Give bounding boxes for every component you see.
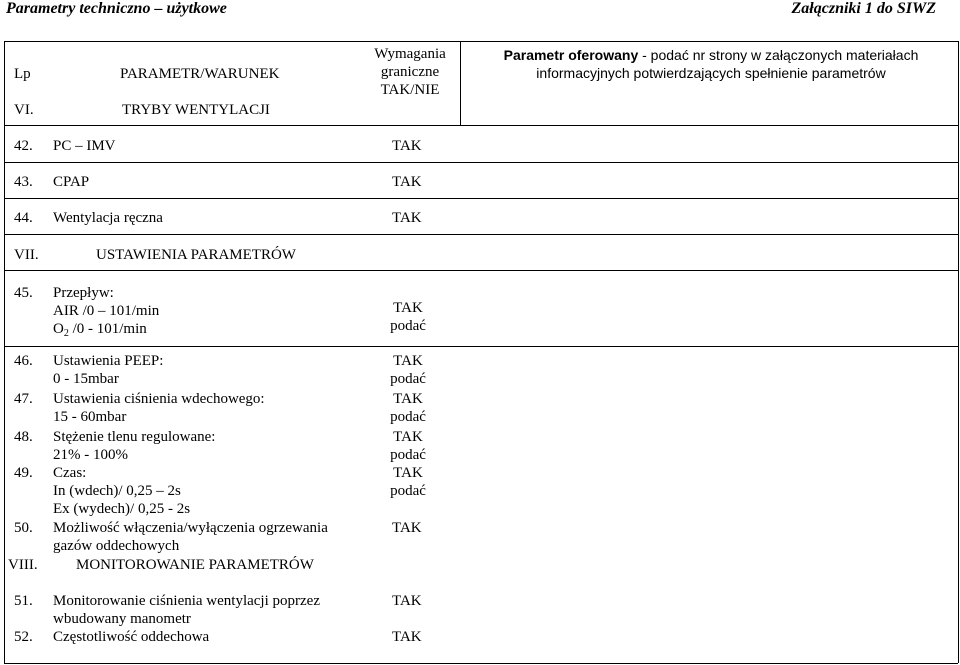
row-46-req-line2: podać — [390, 371, 426, 387]
row-45-req-line1: TAK — [393, 300, 423, 316]
section-title-vii: USTAWIENIA PARAMETRÓW — [96, 247, 296, 263]
row-52-name: Częstotliwość oddechowa — [53, 629, 210, 645]
row-42-num: 42. — [14, 138, 33, 154]
row-48-line1: Stężenie tlenu regulowane: — [53, 429, 216, 445]
row-51-num: 51. — [14, 593, 33, 609]
row-46-req-line1: TAK — [393, 353, 423, 369]
row-43-req: TAK — [392, 174, 422, 190]
col-header-offered — [468, 46, 954, 82]
row-48-req — [380, 428, 436, 464]
row-divider — [4, 125, 958, 126]
row-45-line1: Przepływ: — [53, 285, 114, 301]
row-49-req-line2: podać — [390, 483, 426, 499]
row-46-req — [380, 352, 436, 388]
row-46-name — [53, 352, 163, 388]
req-header-line2: graniczne — [380, 64, 440, 80]
row-43-num: 43. — [14, 174, 33, 190]
row-44-req: TAK — [392, 210, 422, 226]
row-51-line1: Monitorowanie ciśnienia wentylacji poprzez — [53, 593, 320, 609]
row-44-num: 44. — [14, 210, 33, 226]
offered-header-rest: - podać nr strony w załączonych materiałach informacyjnych potwierdzających spełnienie parametrów — [536, 47, 919, 81]
row-46-line1: Ustawienia PEEP: — [53, 353, 164, 369]
row-46-num: 46. — [14, 353, 33, 369]
row-45-req-line2: podać — [390, 318, 426, 334]
row-51-line2: wbudowany manometr — [53, 611, 191, 627]
section-title-vi: TRYBY WENTYLACJI — [122, 102, 270, 118]
row-divider — [4, 270, 958, 271]
row-49-req — [380, 464, 436, 500]
row-43-name: CPAP — [53, 174, 90, 190]
row-45-line3 — [53, 320, 159, 338]
row-46-line2: 0 - 15mbar — [53, 371, 119, 387]
row-45-line2: AIR /0 – 101/min — [53, 303, 160, 319]
row-52-num: 52. — [14, 629, 33, 645]
o2-symbol: O — [53, 321, 64, 337]
row-49-line3: Ex (wydech)/ 0,25 - 2s — [53, 501, 191, 517]
row-48-req-line1: TAK — [393, 429, 423, 445]
table-border-right — [958, 41, 959, 663]
row-48-line2: 21% - 100% — [53, 447, 128, 463]
column-divider — [460, 41, 461, 125]
req-header-line3: TAK/NIE — [380, 82, 440, 98]
row-divider — [4, 198, 958, 199]
section-title-viii: MONITOROWANIE PARAMETRÓW — [76, 557, 314, 573]
row-49-line1: Czas: — [53, 465, 87, 481]
table-border-top — [4, 41, 958, 42]
row-50-line2: gazów oddechowych — [53, 538, 180, 554]
row-42-req: TAK — [392, 138, 422, 154]
row-49-line2: In (wdech)/ 0,25 – 2s — [53, 483, 181, 499]
row-50-name — [53, 519, 328, 555]
row-50-req: TAK — [392, 520, 422, 536]
row-44-name: Wentylacja ręczna — [53, 210, 163, 226]
row-49-name — [53, 464, 190, 518]
table-border-left — [4, 41, 5, 663]
row-48-name — [53, 428, 215, 464]
section-num-vii: VII. — [14, 247, 39, 263]
o2-range: /0 - 101/min — [68, 321, 147, 337]
row-52-req: TAK — [392, 629, 422, 645]
row-47-req-line1: TAK — [393, 391, 423, 407]
section-num-vi: VI. — [14, 102, 34, 118]
table-border-bottom — [4, 663, 958, 664]
row-47-line1: Ustawienia ciśnienia wdechowego: — [53, 391, 265, 407]
col-header-parameter: PARAMETR/WARUNEK — [120, 66, 280, 82]
offered-header-bold: Parametr oferowany — [503, 47, 639, 63]
row-divider — [4, 346, 958, 347]
doc-title: Parametry techniczno – użytkowe — [6, 0, 227, 17]
row-49-num: 49. — [14, 465, 33, 481]
row-50-line1: Możliwość włączenia/wyłączenia ogrzewania — [53, 520, 328, 536]
col-header-requirements — [360, 45, 460, 99]
row-51-req: TAK — [392, 593, 422, 609]
row-48-req-line2: podać — [390, 447, 426, 463]
o2-subscript: 2 — [63, 328, 69, 339]
row-47-line2: 15 - 60mbar — [53, 409, 127, 425]
section-num-viii: VIII. — [8, 557, 38, 573]
row-divider — [4, 234, 958, 235]
row-45-req — [380, 299, 436, 335]
row-45-num: 45. — [14, 285, 33, 301]
row-51-name — [53, 592, 320, 628]
row-50-num: 50. — [14, 520, 33, 536]
row-47-num: 47. — [14, 391, 33, 407]
row-47-name — [53, 390, 265, 426]
row-45-name — [53, 284, 159, 338]
row-49-req-line1: TAK — [393, 465, 423, 481]
row-47-req — [380, 390, 436, 426]
row-48-num: 48. — [14, 429, 33, 445]
row-divider — [4, 162, 958, 163]
col-header-lp: Lp — [14, 66, 31, 82]
req-header-line1: Wymagania — [374, 46, 446, 62]
attachment-label: Załączniki 1 do SIWZ — [791, 0, 936, 17]
row-47-req-line2: podać — [390, 409, 426, 425]
row-42-name: PC – IMV — [53, 138, 116, 154]
